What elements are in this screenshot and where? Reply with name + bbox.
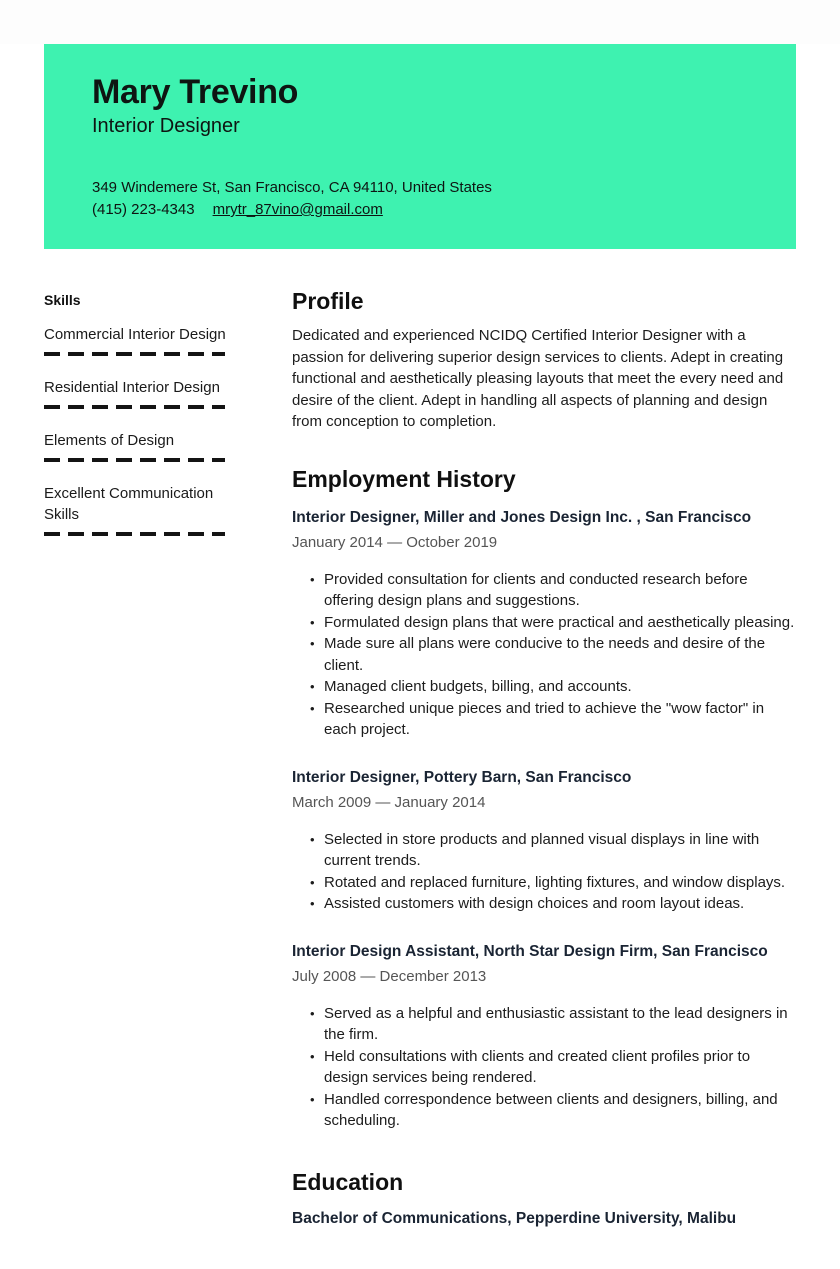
job-dates: March 2009 — January 2014: [292, 793, 486, 811]
job-entry: [292, 767, 796, 915]
education-degree: Bachelor of Communications, Pepperdine University, Malibu: [292, 1209, 737, 1227]
profile-text: Dedicated and experienced NCIDQ Certified Interior Designer with a passion for delivering superior design services to clients. Adept in creating functional and aesthetically pleasing layouts that meet the every need and desire of the client. Adept in handling all aspects of planning and design from conception to completion.: [292, 327, 784, 430]
resume-header: [44, 44, 796, 249]
education-heading: Education: [292, 1168, 404, 1195]
bullet-item: • Managed client budgets, billing, and accounts.: [310, 676, 796, 698]
bullet-item: • Made sure all plans were conducive to the needs and desire of the client.: [310, 633, 796, 676]
profile-heading: Profile: [292, 288, 364, 314]
contact-line: [92, 199, 748, 220]
job-title: Interior Designer, Pottery Barn, San Francisco: [292, 768, 632, 786]
skill-label: Excellent Communication Skills: [44, 485, 214, 523]
skill-level-bar: [44, 352, 225, 356]
skill-label: Commercial Interior Design: [44, 326, 226, 343]
address: 349 Windemere St, San Francisco, CA 94110, United States: [92, 179, 492, 196]
job-dates: July 2008 — December 2013: [292, 967, 487, 985]
skill-item: [44, 324, 244, 356]
job-bullets: [292, 829, 796, 915]
job-dates: January 2014 — October 2019: [292, 533, 498, 551]
employment-section: [292, 465, 796, 1132]
skill-level-bar: [44, 532, 225, 536]
skill-item: [44, 483, 244, 536]
resume-page: [0, 44, 840, 1269]
skill-level-bar: [44, 458, 225, 462]
job-entry: [292, 941, 796, 1132]
candidate-name: Mary Trevino: [92, 73, 299, 111]
skill-level-bar: [44, 405, 225, 409]
bullet-item: • Formulated design plans that were practical and aesthetically pleasing.: [310, 612, 796, 634]
education-section: [292, 1168, 796, 1229]
bullet-item: • Handled correspondence between clients and designers, billing, and scheduling.: [310, 1089, 796, 1132]
phone-number: (415) 223-4343: [92, 201, 195, 218]
main-column: [292, 287, 796, 1229]
candidate-title: Interior Designer: [92, 115, 240, 137]
contact-block: [92, 177, 748, 220]
bullet-item: • Provided consultation for clients and conducted research before offering design plans and suggestions.: [310, 569, 796, 612]
job-bullets: [292, 1003, 796, 1132]
skills-heading: Skills: [44, 292, 81, 308]
email-link[interactable]: mrytr_87vino@gmail.com: [212, 201, 383, 218]
bullet-item: • Selected in store products and planned visual displays in line with current trends.: [310, 829, 796, 872]
job-title: Interior Designer, Miller and Jones Design Inc. , San Francisco: [292, 508, 752, 526]
skill-label: Residential Interior Design: [44, 379, 220, 396]
bullet-item: • Held consultations with clients and created client profiles prior to design services being rendered.: [310, 1046, 796, 1089]
skill-item: [44, 430, 244, 462]
job-bullets: [292, 569, 796, 741]
job-title: Interior Design Assistant, North Star Design Firm, San Francisco: [292, 942, 768, 960]
skill-label: Elements of Design: [44, 432, 175, 449]
bullet-item: • Assisted customers with design choices and room layout ideas.: [310, 893, 796, 915]
resume-body: [0, 249, 840, 1229]
bullet-item: • Rotated and replaced furniture, lighting fixtures, and window displays.: [310, 872, 796, 894]
skill-item: [44, 377, 244, 409]
bullet-item: • Served as a helpful and enthusiastic assistant to the lead designers in the firm.: [310, 1003, 796, 1046]
job-entry: [292, 507, 796, 741]
employment-heading: Employment History: [292, 465, 516, 492]
skills-sidebar: [44, 287, 292, 1229]
profile-section: [292, 287, 796, 433]
bullet-item: • Researched unique pieces and tried to achieve the "wow factor" in each project.: [310, 698, 796, 741]
